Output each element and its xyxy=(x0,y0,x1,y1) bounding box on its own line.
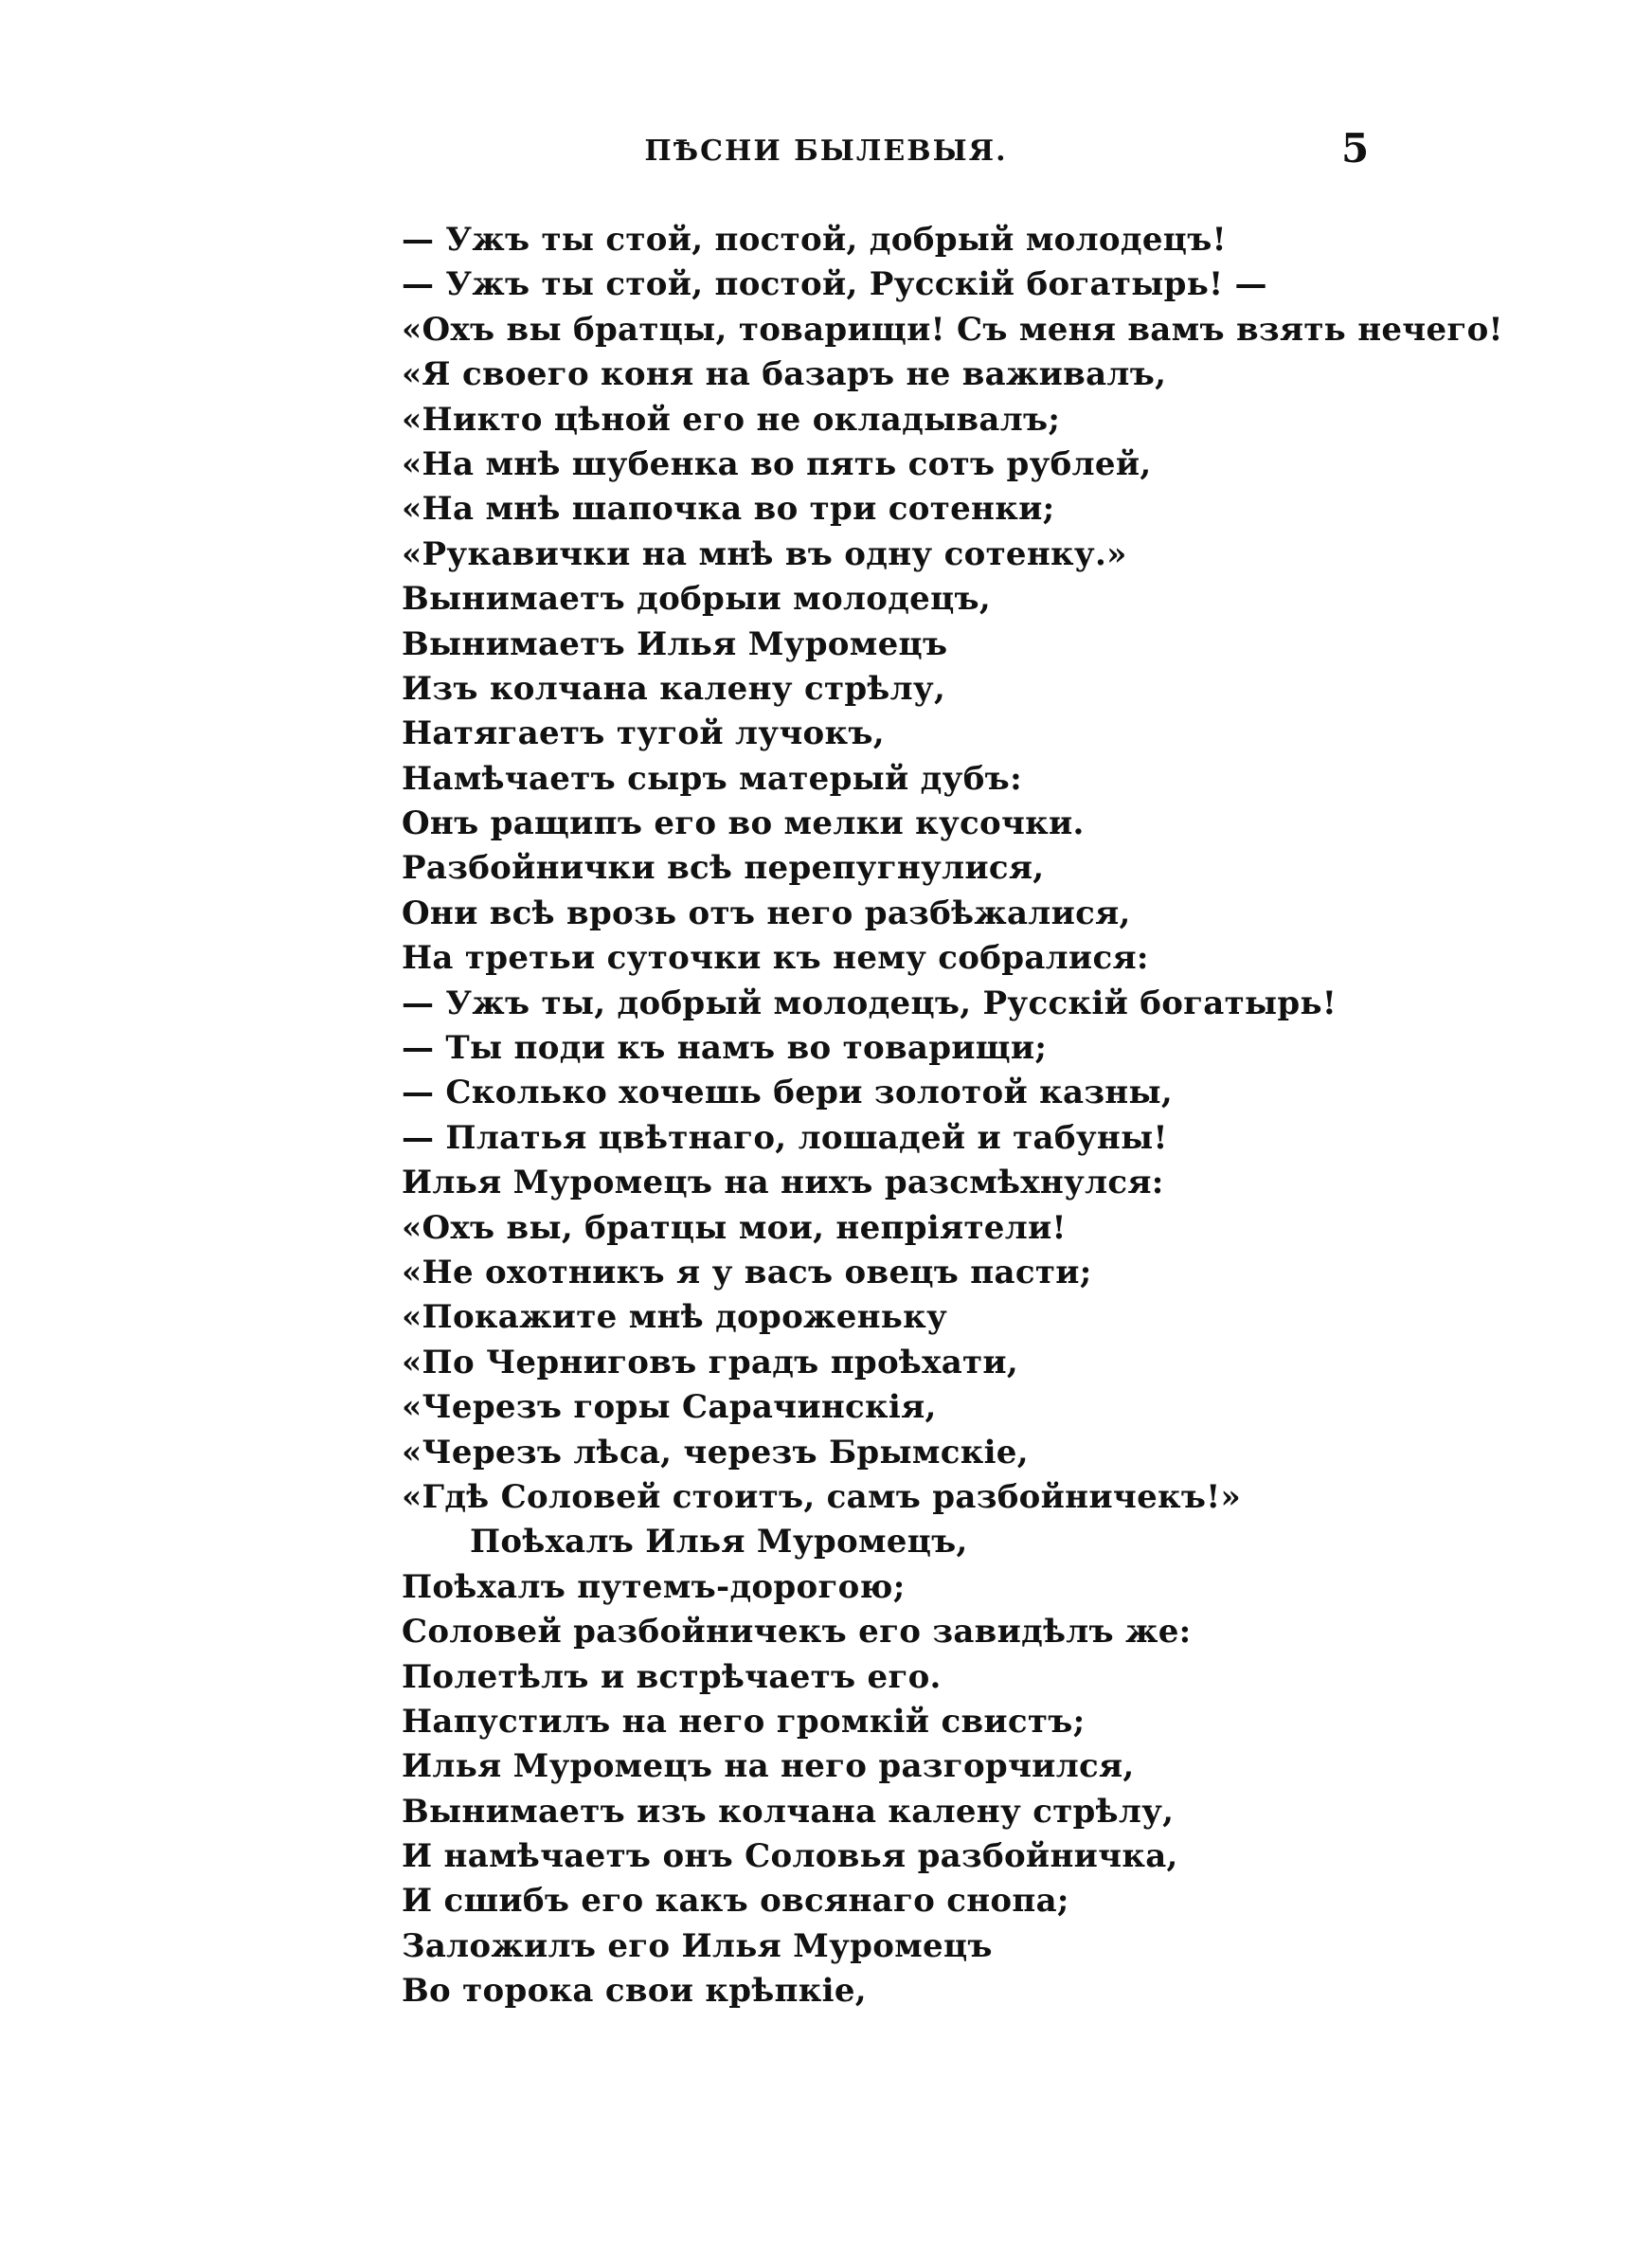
verse-line: Поѣхалъ Илья Муромецъ, xyxy=(470,1523,968,1562)
verse-line: Натягаетъ тугой лучокъ, xyxy=(402,714,885,753)
verse-line: Заложилъ его Илья Муромецъ xyxy=(402,1926,993,1965)
verse-line: Поѣхалъ путемъ-дорогою; xyxy=(402,1567,906,1606)
verse-line: — Ужъ ты, добрый молодецъ, Русскій богатырь! xyxy=(402,984,1338,1022)
verse-line: «Никто цѣной его не окладывалъ; xyxy=(402,400,1061,439)
verse-line: «Не охотникъ я у васъ овецъ пасти; xyxy=(402,1253,1092,1291)
verse-line: Онъ ращипъ его во мелки кусочки. xyxy=(402,804,1085,843)
verse-line: Намѣчаетъ сыръ матерый дубъ: xyxy=(402,759,1022,798)
verse-line: «На мнѣ шапочка во три сотенки; xyxy=(402,490,1055,529)
verse-line: — Сколько хочешь бери золотой казны, xyxy=(402,1074,1174,1112)
verse-line: Напустилъ на него громкій свистъ; xyxy=(402,1702,1086,1741)
verse-line: Илья Муромецъ на него разгорчился, xyxy=(402,1747,1135,1786)
verse-line: Вынимаетъ Илья Муромецъ xyxy=(402,624,948,663)
verse-line: Вынимаетъ добрыи молодецъ, xyxy=(402,580,992,619)
verse-line: «Гдѣ Соловей стоитъ, самъ разбойничекъ!» xyxy=(402,1477,1242,1516)
verse-line: «Я своего коня на базаръ не важивалъ, xyxy=(402,355,1167,394)
verse-text xyxy=(402,218,1503,2014)
verse-line: — Ужъ ты стой, постой, Русскій богатырь! — xyxy=(402,265,1267,304)
verse-line: Они всѣ врозь отъ него разбѣжалися, xyxy=(402,894,1131,932)
verse-line: И намѣчаетъ онъ Соловья разбойничка, xyxy=(402,1837,1178,1876)
verse-line: Илья Муромецъ на нихъ разсмѣхнулся: xyxy=(402,1164,1164,1202)
page-number: 5 xyxy=(1341,125,1370,172)
running-title: ПѢСНИ БЫЛЕВЫЯ. xyxy=(644,135,1008,168)
verse-line: «Охъ вы братцы, товарищи! Съ меня вамъ взять нечего! xyxy=(402,310,1503,349)
verse-line: Полетѣлъ и встрѣчаетъ его. xyxy=(402,1657,942,1696)
verse-line: «На мнѣ шубенка во пять сотъ рублей, xyxy=(402,444,1152,483)
verse-line: И сшибъ его какъ овсянаго снопа; xyxy=(402,1882,1069,1921)
verse-line: «По Черниговъ градъ проѣхати, xyxy=(402,1343,1019,1381)
verse-line: Разбойнички всѣ перепугнулися, xyxy=(402,849,1045,888)
verse-line: «Охъ вы, братцы мои, непріятели! xyxy=(402,1208,1067,1247)
verse-line: Изъ колчана калену стрѣлу, xyxy=(402,669,946,708)
verse-line: Соловей разбойничекъ его завидѣлъ же: xyxy=(402,1613,1192,1652)
verse-line: «Покажите мнѣ дороженьку xyxy=(402,1298,948,1337)
verse-line: «Рукавички на мнѣ въ одну сотенку.» xyxy=(402,534,1127,573)
verse-line: На третьи суточки къ нему собралися: xyxy=(402,939,1149,978)
verse-line: — Ужъ ты стой, постой, добрый молодецъ! xyxy=(402,221,1227,259)
verse-line: «Черезъ лѣса, черезъ Брымскіе, xyxy=(402,1433,1029,1472)
verse-line: — Платья цвѣтнаго, лошадей и табуны! xyxy=(402,1118,1168,1157)
verse-line: «Черезъ горы Сарачинскія, xyxy=(402,1388,937,1427)
verse-line: Вынимаетъ изъ колчана калену стрѣлу, xyxy=(402,1792,1175,1831)
verse-line: Во торока свои крѣпкіе, xyxy=(402,1972,867,2011)
verse-line: — Ты поди къ намъ во товарищи; xyxy=(402,1029,1048,1068)
